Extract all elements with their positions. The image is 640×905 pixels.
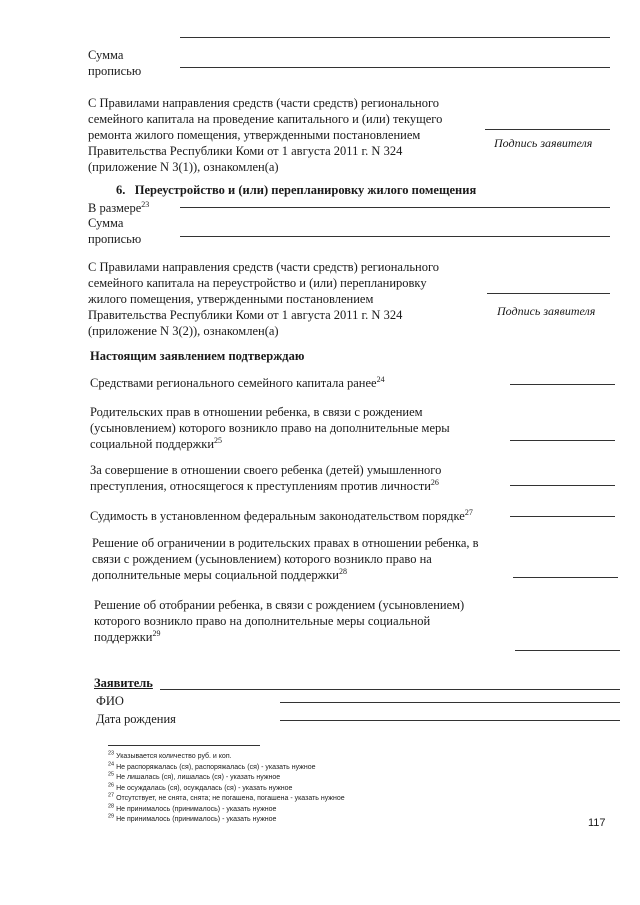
confirm-answer-line[interactable]: [510, 516, 615, 517]
confirm-answer-line[interactable]: [515, 650, 620, 651]
footnote-ref: 24: [376, 374, 385, 384]
birth-date-line[interactable]: [280, 720, 620, 721]
birth-date-label: Дата рождения: [96, 712, 176, 726]
amount-line[interactable]: [180, 37, 610, 38]
footnote: $^{28}$ Не принималось (принималось) - указать нужное: [108, 803, 277, 813]
confirm-item-line: (усыновлением) которого возникло право на дополнительные меры: [90, 421, 450, 435]
confirm-item-line: За совершение в отношении своего ребенка (детей) умышленного: [90, 463, 442, 477]
signature-line[interactable]: [487, 293, 610, 294]
page-number: 117: [588, 817, 606, 829]
sum-words-label: прописью: [88, 232, 142, 246]
sum-label: Сумма: [88, 48, 124, 62]
rules-text-5: [88, 95, 442, 175]
rules-line: (приложение N 3(1)), ознакомлен(а): [88, 160, 279, 174]
applicant-heading: Заявитель: [94, 676, 153, 690]
confirm-item-line: связи с рождением (усыновлением) которого возникло право на: [92, 552, 432, 566]
amount-label-text: В размере: [88, 201, 142, 215]
footnote-ref: 27: [464, 507, 473, 517]
confirm-item: [90, 375, 385, 391]
footnote: $^{23}$ Указывается количество руб. и коп.: [108, 750, 232, 760]
confirm-item: [90, 508, 473, 524]
footnote: $^{25}$ Не лишалась (ся), лишалась (ся) - указать нужное: [108, 771, 281, 781]
signature-caption: Подпись заявителя: [497, 304, 596, 318]
confirm-item-line: Родительских прав в отношении ребенка, в связи с рождением: [90, 405, 423, 419]
confirm-item-line: социальной поддержки$^{25}$: [90, 435, 223, 451]
confirm-answer-line[interactable]: [513, 577, 618, 578]
confirm-item: [90, 462, 441, 494]
rules-text-6: [88, 259, 439, 339]
confirm-heading: Настоящим заявлением подтверждаю: [90, 349, 305, 363]
section-heading: [116, 182, 476, 198]
section-number: 6.: [116, 183, 126, 197]
rules-line: ремонта жилого помещения, утвержденными постановлением: [88, 128, 421, 142]
footnote-ref: 25: [214, 435, 223, 445]
footnote-ref: 26: [430, 477, 439, 487]
confirm-item-line: преступления, относящегося к преступлениям против личности$^{26}$: [90, 477, 439, 493]
footnote-ref: 28: [338, 566, 347, 576]
footnote: $^{24}$ Не распоряжалась (ся), распоряжалась (ся) - указать нужное: [108, 761, 316, 771]
sum-words-line[interactable]: [180, 236, 610, 237]
confirm-item-line: Решение об ограничении в родительских правах в отношении ребенка, в: [92, 536, 479, 550]
footnote: $^{29}$ Не принималось (принималось) - указать нужное: [108, 813, 277, 823]
signature-line[interactable]: [485, 129, 610, 130]
confirm-item-line: дополнительные меры социальной поддержки$^{28}$: [92, 566, 347, 582]
confirm-item-line: которого возникло право на дополнительные меры социальной: [94, 614, 431, 628]
section-title: Переустройство и (или) перепланировку жилого помещения: [134, 183, 477, 197]
confirm-item: [94, 597, 464, 645]
confirm-item-line: Средствами регионального семейного капитала ранее$^{24}$: [90, 374, 385, 390]
rules-line: С Правилами направления средств (части средств) регионального: [88, 96, 440, 110]
confirm-item: [90, 404, 450, 452]
rules-line: семейного капитала на переустройство и (или) перепланировку: [88, 276, 427, 290]
rules-line: Правительства Республики Коми от 1 августа 2011 г. N 324: [88, 144, 403, 158]
rules-line: семейного капитала на проведение капитального и (или) текущего: [88, 112, 443, 126]
rules-line: жилого помещения, утвержденными постановлением: [88, 292, 374, 306]
sum-words-line[interactable]: [180, 67, 610, 68]
footnote-ref: 23: [141, 199, 150, 209]
rules-line: Правительства Республики Коми от 1 августа 2011 г. N 324: [88, 308, 403, 322]
confirm-item-line: Решение об отобрании ребенка, в связи с рождением (усыновлением): [94, 598, 465, 612]
confirm-item-line: Судимость в установленном федеральным законодательством порядке$^{27}$: [90, 507, 473, 523]
footnote: $^{26}$ Не осуждалась (ся), осуждалась (ся) - указать нужное: [108, 782, 293, 792]
confirm-answer-line[interactable]: [510, 384, 615, 385]
fio-line[interactable]: [280, 702, 620, 703]
amount-label: [88, 200, 149, 216]
footnote: $^{27}$ Отсутствует, не снята, снята; не погашена, погашена - указать нужное: [108, 792, 345, 802]
signature-caption: Подпись заявителя: [494, 136, 593, 150]
confirm-item-line: поддержки$^{29}$: [94, 628, 161, 644]
amount-line[interactable]: [180, 207, 610, 208]
rules-line: (приложение N 3(2)), ознакомлен(а): [88, 324, 279, 338]
applicant-heading-line: [160, 689, 620, 690]
footnotes: [108, 752, 345, 826]
footnote-ref: 29: [152, 628, 161, 638]
rules-line: С Правилами направления средств (части средств) регионального: [88, 260, 440, 274]
sum-words-label: прописью: [88, 64, 142, 78]
footnote-separator: [108, 745, 260, 746]
fio-label: ФИО: [96, 694, 124, 708]
confirm-answer-line[interactable]: [510, 440, 615, 441]
confirm-answer-line[interactable]: [510, 485, 615, 486]
sum-label: Сумма: [88, 216, 124, 230]
confirm-item: [92, 535, 479, 583]
